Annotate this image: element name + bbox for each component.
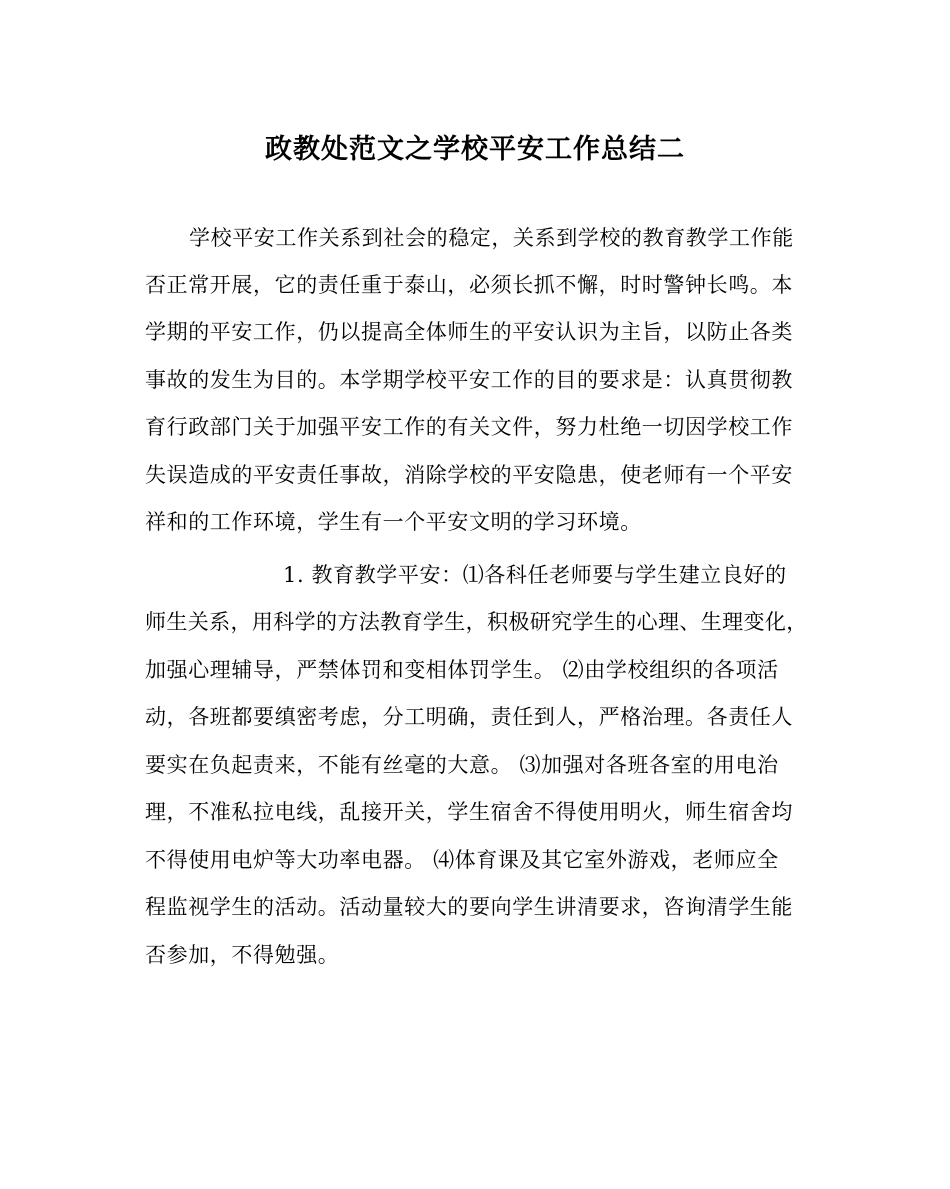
paragraph-line: 理，不准私拉电线，乱接开关，学生宿舍不得使用明火，师生宿舍均	[145, 800, 793, 824]
paragraph-line: 要实在负起责来，不能有丝毫的大意。 ⑶加强对各班各室的用电治	[145, 753, 779, 777]
paragraph-line: 加强心理辅导，严禁体罚和变相体罚学生。 ⑵由学校组织的各项活	[145, 658, 779, 682]
paragraph-line: 程监视学生的活动。活动量较大的要向学生讲清要求，咨询清学生能	[145, 895, 793, 919]
paragraph-line: 师生关系，用科学的方法教育学生，积极研究学生的心理、生理变化，	[145, 610, 808, 634]
paragraph-line: 动，各班都要缜密考虑，分工明确，责任到人，严格治理。各责任人	[145, 705, 793, 729]
paragraph-line: 育行政部门关于加强平安工作的有关文件，努力杜绝一切因学校工作	[145, 415, 793, 439]
paragraph-line: 失误造成的平安责任事故，消除学校的平安隐患，使老师有一个平安	[145, 463, 793, 487]
paragraph-line: 否正常开展，它的责任重于泰山，必须长抓不懈，时时警钟长鸣。本	[145, 273, 793, 297]
paragraph-line: 学期的平安工作，仍以提高全体师生的平安认识为主旨，以防止各类	[145, 320, 793, 344]
paragraph-line: 祥和的工作环境，学生有一个平安文明的学习环境。	[145, 510, 642, 534]
page-title: 政教处范文之学校平安工作总结二	[265, 134, 685, 165]
paragraph-line: 不得使用电炉等大功率电器。 ⑷体育课及其它室外游戏，老师应全	[145, 848, 779, 872]
paragraph-line: 否参加，不得勉强。	[145, 943, 340, 967]
paragraph-line: 学校平安工作关系到社会的稳定，关系到学校的教育教学工作能	[189, 226, 794, 250]
paragraph-line: 事故的发生为目的。本学期学校平安工作的目的要求是：认真贯彻教	[145, 368, 793, 392]
paragraph-line: 1. 教育教学平安：⑴各科任老师要与学生建立良好的	[283, 563, 787, 587]
